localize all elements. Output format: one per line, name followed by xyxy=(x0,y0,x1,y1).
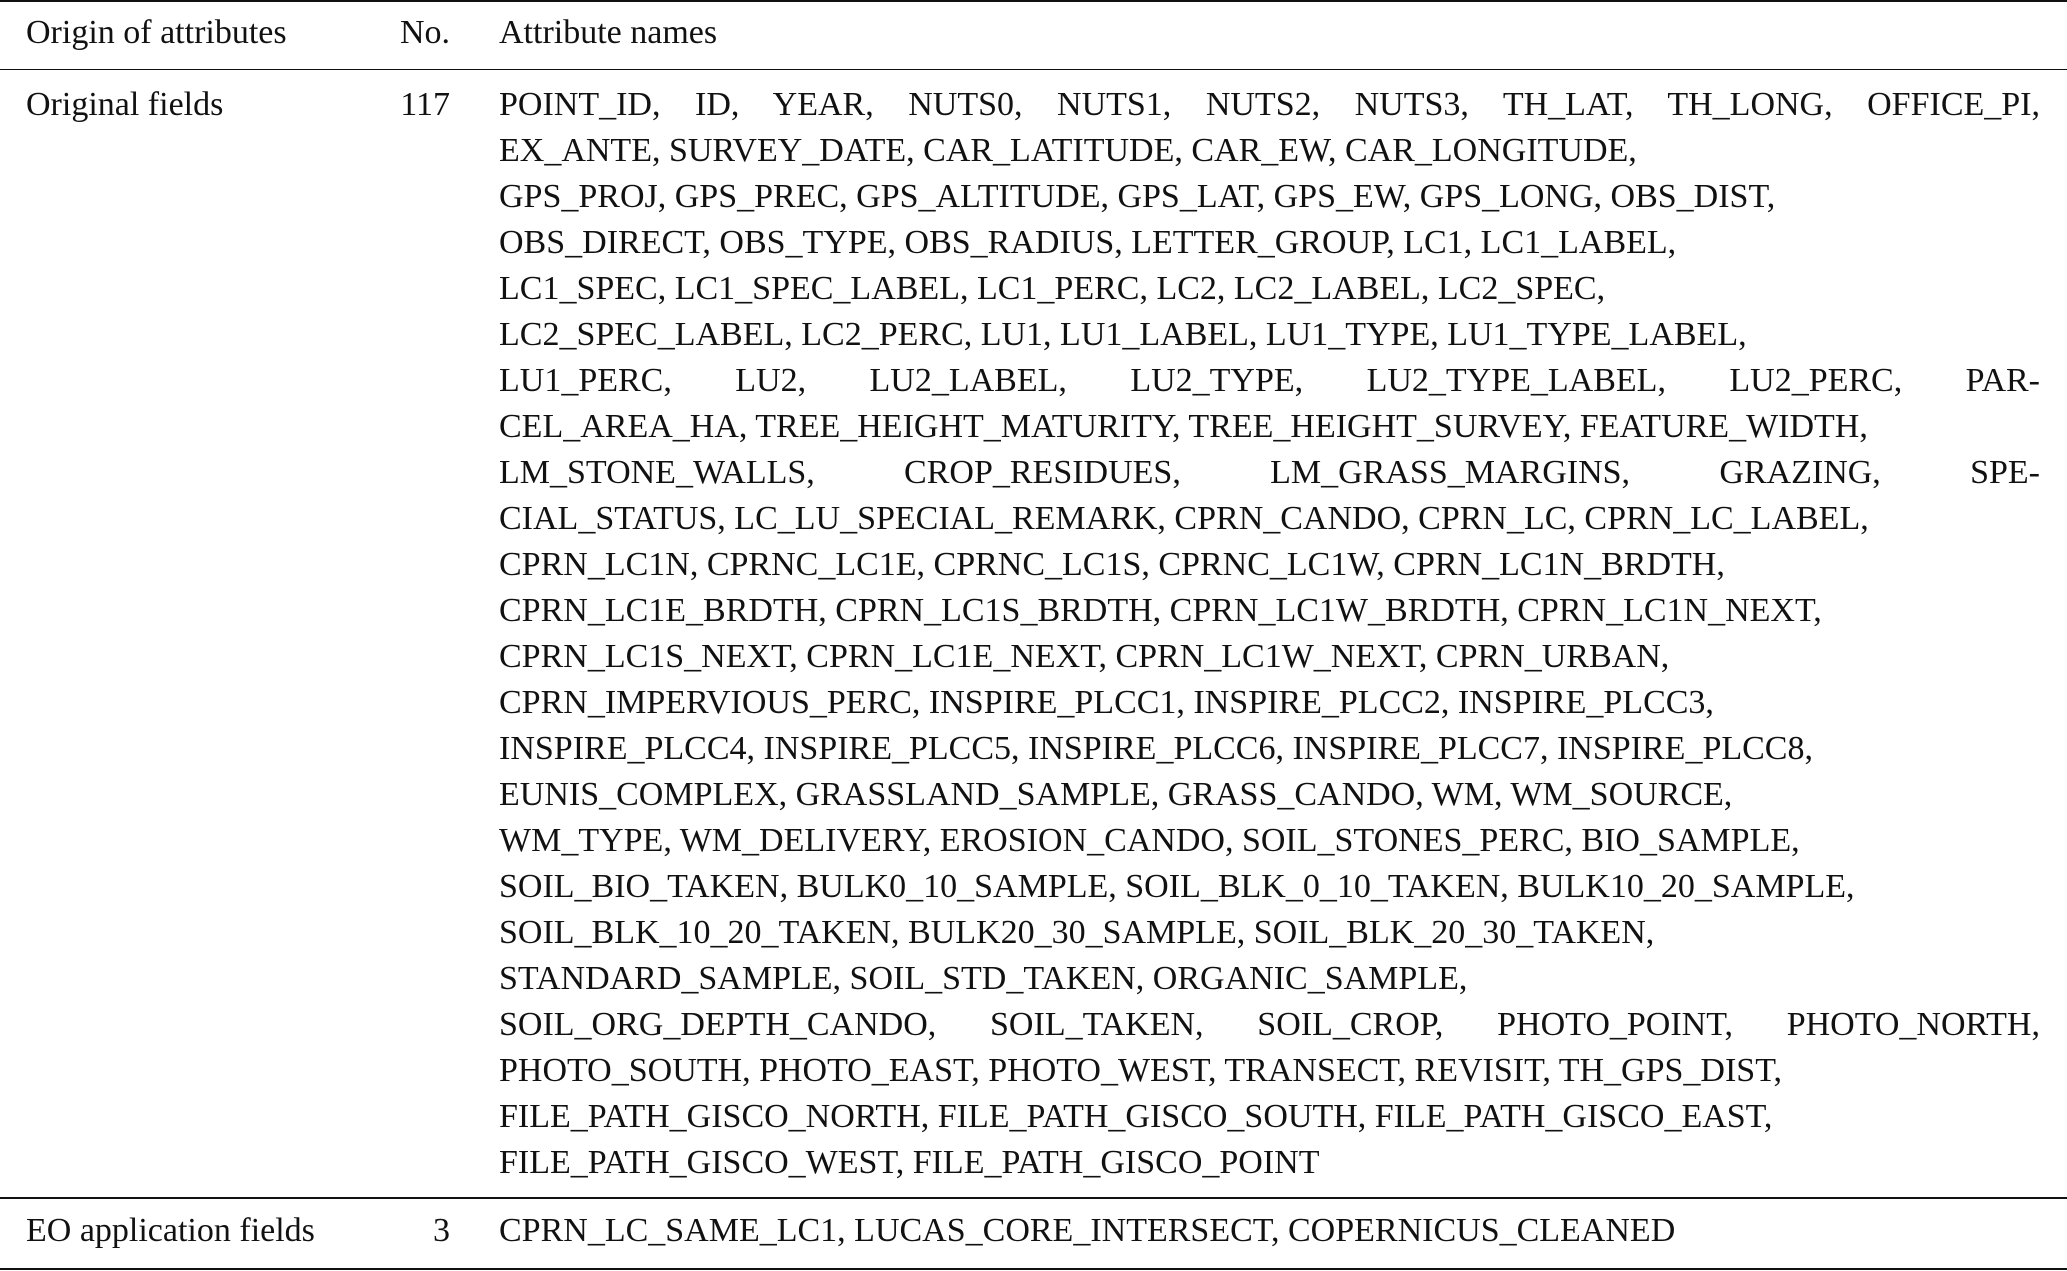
attribute-names-line: LU1_PERC, LU2, LU2_LABEL, LU2_TYPE, LU2_TYPE_LABEL, LU2_PERC, PAR- xyxy=(499,362,2040,399)
top-rule xyxy=(0,0,2067,2)
attribute-names-line: CPRN_LC1S_NEXT, CPRN_LC1E_NEXT, CPRN_LC1W_NEXT, CPRN_URBAN, xyxy=(499,638,1670,675)
attribute-names-line: CEL_AREA_HA, TREE_HEIGHT_MATURITY, TREE_HEIGHT_SURVEY, FEATURE_WIDTH, xyxy=(499,408,1868,445)
attribute-names-line: CPRN_IMPERVIOUS_PERC, INSPIRE_PLCC1, INSPIRE_PLCC2, INSPIRE_PLCC3, xyxy=(499,684,1714,721)
attribute-names-line: POINT_ID, ID, YEAR, NUTS0, NUTS1, NUTS2, NUTS3, TH_LAT, TH_LONG, OFFICE_PI, xyxy=(499,86,2040,123)
attribute-names-line: CPRN_LC1N, CPRNC_LC1E, CPRNC_LC1S, CPRNC_LC1W, CPRN_LC1N_BRDTH, xyxy=(499,546,1725,583)
row-eo-names: CPRN_LC_SAME_LC1, LUCAS_CORE_INTERSECT, COPERNICUS_CLEANED xyxy=(499,1212,1676,1249)
attribute-names-line: CIAL_STATUS, LC_LU_SPECIAL_REMARK, CPRN_CANDO, CPRN_LC, CPRN_LC_LABEL, xyxy=(499,500,1869,537)
header-number: No. xyxy=(399,14,450,51)
header-rule xyxy=(0,69,2067,70)
attribute-names-line: SOIL_BLK_10_20_TAKEN, BULK20_30_SAMPLE, SOIL_BLK_20_30_TAKEN, xyxy=(499,914,1655,951)
row-original-number: 117 xyxy=(400,86,450,123)
header-names: Attribute names xyxy=(499,14,718,51)
row-eo-origin: EO application fields xyxy=(26,1212,315,1249)
attribute-names-line: PHOTO_SOUTH, PHOTO_EAST, PHOTO_WEST, TRANSECT, REVISIT, TH_GPS_DIST, xyxy=(499,1052,1782,1089)
attribute-names-line: INSPIRE_PLCC4, INSPIRE_PLCC5, INSPIRE_PLCC6, INSPIRE_PLCC7, INSPIRE_PLCC8, xyxy=(499,730,1813,767)
row-original-origin: Original fields xyxy=(26,86,224,123)
attribute-names-line: STANDARD_SAMPLE, SOIL_STD_TAKEN, ORGANIC_SAMPLE, xyxy=(499,960,1468,997)
attribute-names-line: WM_TYPE, WM_DELIVERY, EROSION_CANDO, SOIL_STONES_PERC, BIO_SAMPLE, xyxy=(499,822,1800,859)
attribute-names-line: EX_ANTE, SURVEY_DATE, CAR_LATITUDE, CAR_EW, CAR_LONGITUDE, xyxy=(499,132,1637,169)
attribute-names-line: GPS_PROJ, GPS_PREC, GPS_ALTITUDE, GPS_LAT, GPS_EW, GPS_LONG, OBS_DIST, xyxy=(499,178,1776,215)
row-eo-number: 3 xyxy=(433,1212,450,1249)
attribute-names-line: OBS_DIRECT, OBS_TYPE, OBS_RADIUS, LETTER_GROUP, LC1, LC1_LABEL, xyxy=(499,224,1677,261)
attribute-names-line: LC1_SPEC, LC1_SPEC_LABEL, LC1_PERC, LC2, LC2_LABEL, LC2_SPEC, xyxy=(499,270,1606,307)
row-original-names xyxy=(499,82,2040,1186)
attribute-names-line: LM_STONE_WALLS, CROP_RESIDUES, LM_GRASS_MARGINS, GRAZING, SPE- xyxy=(499,454,2040,491)
attribute-names-line: SOIL_ORG_DEPTH_CANDO, SOIL_TAKEN, SOIL_CROP, PHOTO_POINT, PHOTO_NORTH, xyxy=(499,1006,2040,1043)
attribute-names-line: EUNIS_COMPLEX, GRASSLAND_SAMPLE, GRASS_CANDO, WM, WM_SOURCE, xyxy=(499,776,1733,813)
attribute-names-line: CPRN_LC1E_BRDTH, CPRN_LC1S_BRDTH, CPRN_LC1W_BRDTH, CPRN_LC1N_NEXT, xyxy=(499,592,1822,629)
row-separator-rule xyxy=(0,1197,2067,1199)
attribute-names-line: FILE_PATH_GISCO_WEST, FILE_PATH_GISCO_POINT xyxy=(499,1144,1320,1181)
attribute-names-line: FILE_PATH_GISCO_NORTH, FILE_PATH_GISCO_SOUTH, FILE_PATH_GISCO_EAST, xyxy=(499,1098,1773,1135)
bottom-rule xyxy=(0,1268,2067,1270)
attribute-names-line: SOIL_BIO_TAKEN, BULK0_10_SAMPLE, SOIL_BLK_0_10_TAKEN, BULK10_20_SAMPLE, xyxy=(499,868,1855,905)
header-origin: Origin of attributes xyxy=(26,14,287,51)
attribute-names-line: LC2_SPEC_LABEL, LC2_PERC, LU1, LU1_LABEL, LU1_TYPE, LU1_TYPE_LABEL, xyxy=(499,316,1747,353)
